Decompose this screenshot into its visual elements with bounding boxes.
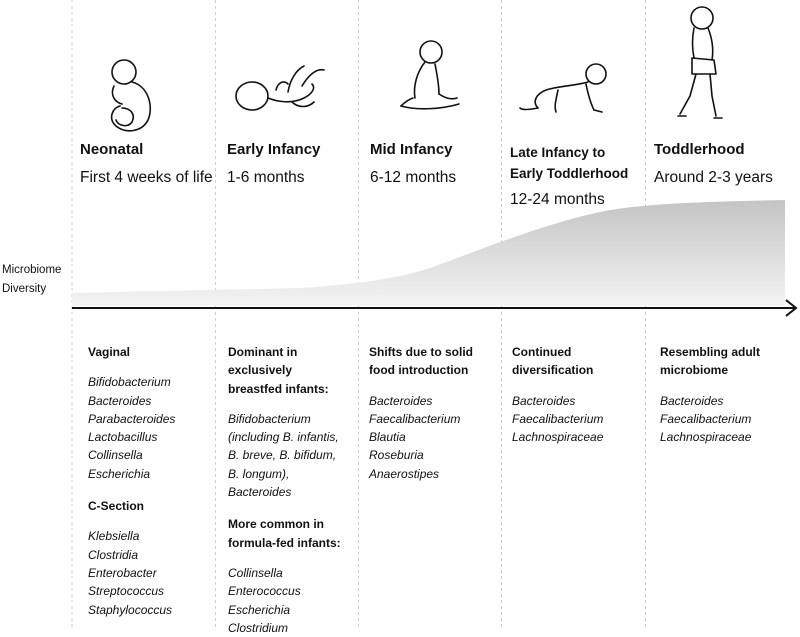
column-toddlerhood — [660, 343, 760, 446]
taxon: Parabacteroides — [88, 411, 176, 426]
taxon: Bacteroides — [660, 393, 724, 408]
heading-line: food introduction — [369, 363, 469, 378]
column-early-infancy — [228, 343, 341, 637]
microbiome-diversity-area — [72, 200, 785, 306]
taxon: Escherichia — [88, 466, 151, 481]
group-heading: Vaginal — [88, 345, 131, 359]
stage-period: 1-6 months — [227, 169, 305, 186]
column-neonatal — [88, 343, 175, 619]
taxon: Escherichia — [228, 602, 291, 617]
taxon: Faecalibacterium — [660, 411, 752, 426]
stage-title-line2: Early Toddlerhood — [510, 166, 629, 181]
taxon: Bifidobacterium — [88, 375, 171, 390]
taxon: Bacteroides — [369, 393, 433, 408]
heading-line: Continued — [512, 345, 572, 359]
stage-neonatal — [80, 140, 213, 188]
stage-mid-infancy — [370, 140, 456, 188]
stage-title: Early Infancy — [227, 141, 321, 158]
stage-title: Neonatal — [80, 141, 144, 158]
baby-on-back-icon — [232, 58, 332, 120]
taxon: Collinsella — [88, 448, 143, 463]
taxon: Anaerostipes — [369, 466, 440, 481]
walking-toddler-icon — [664, 4, 728, 122]
group-heading: C-Section — [88, 499, 145, 514]
group-heading — [228, 515, 341, 552]
sitting-baby-icon — [395, 38, 465, 116]
taxon: Bacteroides — [228, 485, 292, 500]
stage-title: Toddlerhood — [654, 141, 745, 158]
column-late-infancy — [512, 343, 603, 446]
stage-early-infancy — [227, 140, 320, 188]
heading-line: Dominant in — [228, 345, 298, 359]
stage-period: First 4 weeks of life — [80, 169, 213, 186]
crawling-baby-icon — [518, 62, 618, 118]
curled-newborn-icon — [100, 56, 160, 136]
taxon: Staphylococcus — [88, 602, 173, 617]
stage-period: 6-12 months — [370, 169, 457, 186]
taxon: (including B. infantis, — [228, 430, 339, 445]
heading-line: More common in — [228, 517, 325, 532]
taxon: Bifidobacterium — [228, 411, 311, 426]
stage-title: Mid Infancy — [370, 141, 453, 158]
taxon: Lachnospiraceae — [512, 430, 604, 445]
group-heading — [512, 343, 603, 380]
column-mid-infancy — [369, 343, 473, 483]
taxon: Lactobacillus — [88, 430, 158, 445]
microbiome-diversity-axis-label — [2, 261, 61, 299]
axis-label-line: Diversity — [2, 283, 47, 295]
group-heading — [369, 343, 473, 380]
taxon: Bacteroides — [88, 393, 152, 408]
heading-line: microbiome — [660, 363, 729, 378]
heading-line: breastfed infants: — [228, 381, 329, 396]
taxon: Collinsella — [228, 565, 283, 580]
heading-line: Shifts due to solid — [369, 345, 473, 359]
taxon: Lachnospiraceae — [660, 430, 752, 445]
heading-line: formula-fed infants: — [228, 535, 341, 550]
stage-toddlerhood — [654, 140, 773, 188]
group-heading — [660, 343, 760, 380]
taxon: B. longum), — [228, 466, 290, 481]
heading-line: exclusively — [228, 363, 293, 378]
axis-label-line: Microbiome — [2, 264, 62, 276]
taxon: B. breve, B. bifidum, — [228, 448, 337, 463]
taxon: Bacteroides — [512, 393, 576, 408]
taxon: Roseburia — [369, 448, 424, 463]
taxon: Streptococcus — [88, 584, 165, 599]
stage-period: 12-24 months — [510, 191, 605, 208]
stage-late-infancy — [510, 142, 628, 210]
stage-period: Around 2-3 years — [654, 169, 773, 186]
taxon: Faecalibacterium — [512, 411, 604, 426]
taxon: Enterobacter — [88, 565, 157, 580]
heading-line: diversification — [512, 363, 594, 378]
taxon: Clostridia — [88, 547, 139, 562]
taxon: Faecalibacterium — [369, 411, 461, 426]
taxon: Klebsiella — [88, 529, 140, 544]
taxon: Clostridium — [228, 620, 289, 635]
heading-line: Resembling adult — [660, 345, 761, 359]
group-heading — [228, 343, 341, 398]
stage-title-line1: Late Infancy to — [510, 145, 606, 160]
taxon: Enterococcus — [228, 584, 301, 599]
taxon: Blautia — [369, 430, 406, 445]
